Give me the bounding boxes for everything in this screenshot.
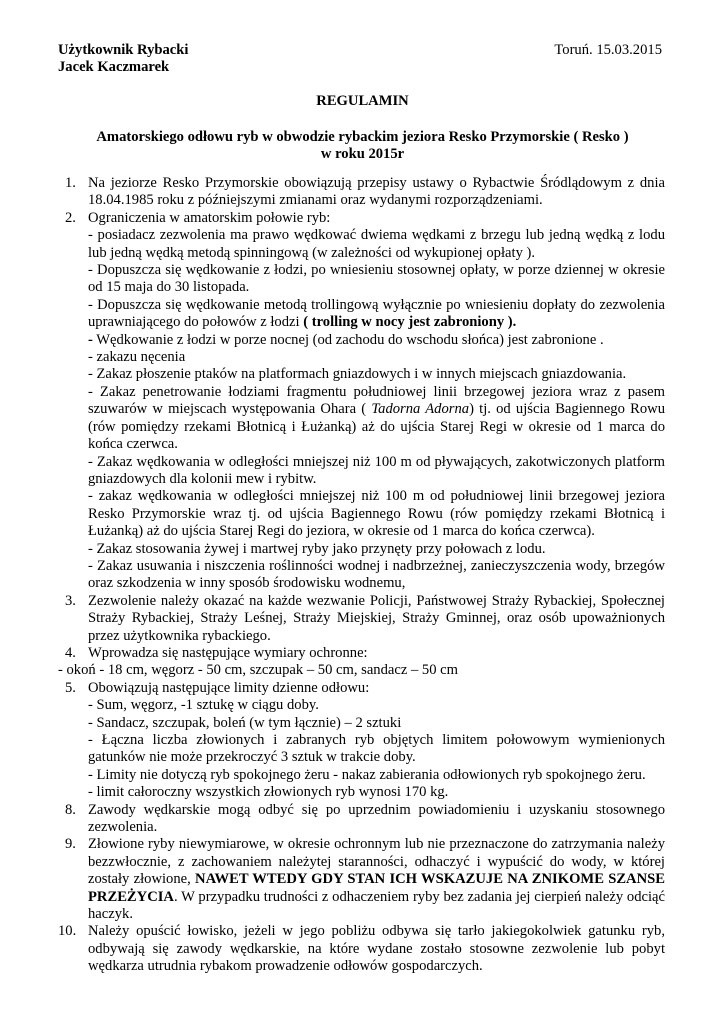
limit-item: - Sandacz, szczupak, boleń (w tym łącznie) – 2 sztuki bbox=[88, 714, 402, 731]
rule-10 bbox=[58, 923, 665, 975]
rule-3 bbox=[58, 593, 665, 645]
rule-point bbox=[88, 332, 665, 349]
rule-number: 3. bbox=[65, 592, 76, 609]
rule-number: 2. bbox=[65, 209, 76, 226]
author-name: Jacek Kaczmarek bbox=[58, 59, 170, 76]
limit-item: - limit całoroczny wszystkich złowionych ryb wynosi 170 kg. bbox=[88, 784, 449, 801]
rule-intro: Obowiązują następujące limity dzienne odłowu: bbox=[88, 679, 370, 696]
rule-point-text: Wędkowanie z łodzi w porze nocnej (od zachodu do wschodu słońca) jest zabronione . bbox=[92, 331, 604, 348]
limit-item: - Łączna liczba złowionych i zabranych ryb objętych limitem połowowym wymienionych gatunków nie może przekroczyć 3 sztuk w trakcie doby. bbox=[88, 732, 665, 766]
limit-item: - Limity nie dotyczą ryb spokojnego żeru - nakaz zabierania odłowionych ryb spokojnego żeru. bbox=[88, 766, 646, 783]
rule-number: 1. bbox=[65, 175, 76, 191]
document-subtitle-line1: Amatorskiego odłowu ryb w obwodzie rybackim jeziora Resko Przymorskie ( Resko ) bbox=[96, 129, 629, 145]
rule-point-text: - Dopuszcza się wędkowanie metodą trollingową wyłącznie po wniesieniu dopłaty do zezwolenia uprawniającego do połowów z łodzi bbox=[88, 296, 665, 331]
rule-intro: Ograniczenia w amatorskim połowie ryb: bbox=[88, 209, 331, 226]
bold-dash: - bbox=[88, 331, 93, 348]
rule-intro: Wprowadza się następujące wymiary ochronne: bbox=[88, 644, 368, 661]
rule-5 bbox=[58, 680, 665, 802]
rule-point: - Zakaz usuwania i niszczenia roślinności wodnej i nadbrzeżnej, zanieczyszczenia wody, brzegów oraz szkodzenia w inny sposób środowisku wodnemu, bbox=[88, 557, 665, 592]
rule-point bbox=[88, 297, 665, 332]
rule-point: - zakazu nęcenia bbox=[88, 349, 186, 366]
rule-number: 5. bbox=[65, 679, 76, 696]
rule-point: - Zakaz płoszenie ptaków na platformach gniazdowych i w innych miejscach gniazdowania. bbox=[88, 366, 627, 383]
rule-number: 10. bbox=[58, 923, 77, 940]
rule-9 bbox=[58, 836, 665, 923]
rule-point bbox=[88, 384, 665, 454]
rules-list bbox=[58, 175, 665, 976]
species-name: Tadorna Adorna bbox=[371, 401, 470, 418]
rule-point: - Zakaz stosowania żywej i martwej ryby jako przynęty przy połowach z lodu. bbox=[88, 540, 546, 557]
rule-number: 8. bbox=[65, 801, 76, 818]
rule-number: 4. bbox=[65, 644, 76, 661]
rule-point: - Dopuszcza się wędkowanie z łodzi, po wniesieniu stosownej opłaty, w porze dziennej w okresie od 15 maja do 30 listopada. bbox=[88, 262, 665, 296]
protective-sizes: - okoń - 18 cm, węgorz - 50 cm, szczupak – 50 cm, sandacz – 50 cm bbox=[58, 662, 458, 679]
rule-text: Złowione ryby niewymiarowe, w okresie ochronnym lub nie przeznaczone do zatrzymania należy bezzwłocznie, z zachowaniem należytej staranności, odhaczyć i wypuścić do wody, w której zostały złowione, bbox=[88, 836, 665, 888]
regulations-body bbox=[58, 175, 665, 976]
document-subtitle-line2: w roku 2015r bbox=[320, 146, 405, 162]
rule-text: . W przypadku trudności z odhaczeniem ryby bez zadania jej cierpień należy odciąć haczyk. bbox=[88, 888, 665, 923]
rule-1 bbox=[58, 175, 665, 210]
trolling-night-ban: ( trolling w nocy jest zabroniony ). bbox=[303, 314, 517, 331]
rule-text: Należy opuścić łowisko, jeżeli w jego pobliżu odbywa się tarło jakiegokolwiek gatunku ryb, odbywają się zawody wędkarskie, na które wydane zostało stosowne zezwolenie lub pobyt wędkarza utrudnia rybakom prowadzenie odłowów gospodarczych. bbox=[88, 923, 665, 975]
rule-number: 9. bbox=[65, 836, 76, 853]
document-title: REGULAMIN bbox=[316, 93, 409, 109]
rule-point: - posiadacz zezwolenia ma prawo wędkować dwiema wędkami z brzegu lub jedną wędką z lodu lub jedną wędką metodą spinningową (w zależności od wykupionej opłaty ). bbox=[88, 227, 665, 261]
rule-text: Zawody wędkarskie mogą odbyć się po uprzednim powiadomieniu i uzyskaniu stosownego zezwolenia. bbox=[88, 801, 665, 836]
rule-text: Na jeziorze Resko Przymorskie obowiązują przepisy ustawy o Rybactwie Śródlądowym z dnia 18.04.1985 roku z późniejszymi zmianami oraz wydanymi rozporządzeniami. bbox=[88, 175, 665, 209]
rule-text: Zezwolenie należy okazać na każde wezwanie Policji, Państwowej Straży Rybackiej, Społecznej Straży Rybackiej, Straży Leśnej, Straży Miejskiej, Straży Gminnej, oraz osób upoważnionych przez użytkownika rybackiego. bbox=[88, 592, 665, 644]
place-date: Toruń. 15.03.2015 bbox=[554, 42, 662, 58]
limit-item: - Sum, węgorz, -1 sztukę w ciągu doby. bbox=[88, 697, 319, 714]
rule-point: - zakaz wędkowania w odległości mniejszej niż 100 m od południowej linii brzegowej jeziora Resko Przymorskie wraz tj. od ujścia Bagiennego Rowu (rów pomiędzy rzekami Błotnicą i Łużanką) aż do ujścia Starej Regi do jeziora, w okresie od 1 marca do końca czerwca). bbox=[88, 488, 665, 540]
author-title: Użytkownik Rybacki bbox=[58, 42, 189, 58]
rule-8 bbox=[58, 802, 665, 837]
author-block bbox=[58, 42, 188, 77]
rule-2 bbox=[58, 210, 665, 593]
rule-4 bbox=[58, 645, 665, 662]
emphasis-text: NAWET WTEDY GDY STAN ICH WSKAZUJE NA ZNIKOME SZANSE PRZEŻYCIA bbox=[88, 871, 665, 905]
rule-point: - Zakaz wędkowania w odległości mniejszej niż 100 m od pływających, zakotwiczonych platform gniazdowych dla kolonii mew i rybitw. bbox=[88, 453, 665, 487]
rule-4-sizes bbox=[56, 662, 665, 679]
rule-point-text: ) tj. od ujścia Bagiennego Rowu (rów pomiędzy rzekami Błotnicą i Łużanką) aż do ujścia Starej Regi w okresie od 1 marca do końca czerwca. bbox=[88, 401, 665, 453]
rule-point-text: - Zakaz penetrowanie łodziami fragmentu południowej linii brzegowej jeziora wraz z pasem szuwarów w miejscach występowania Ohara ( bbox=[88, 383, 665, 418]
